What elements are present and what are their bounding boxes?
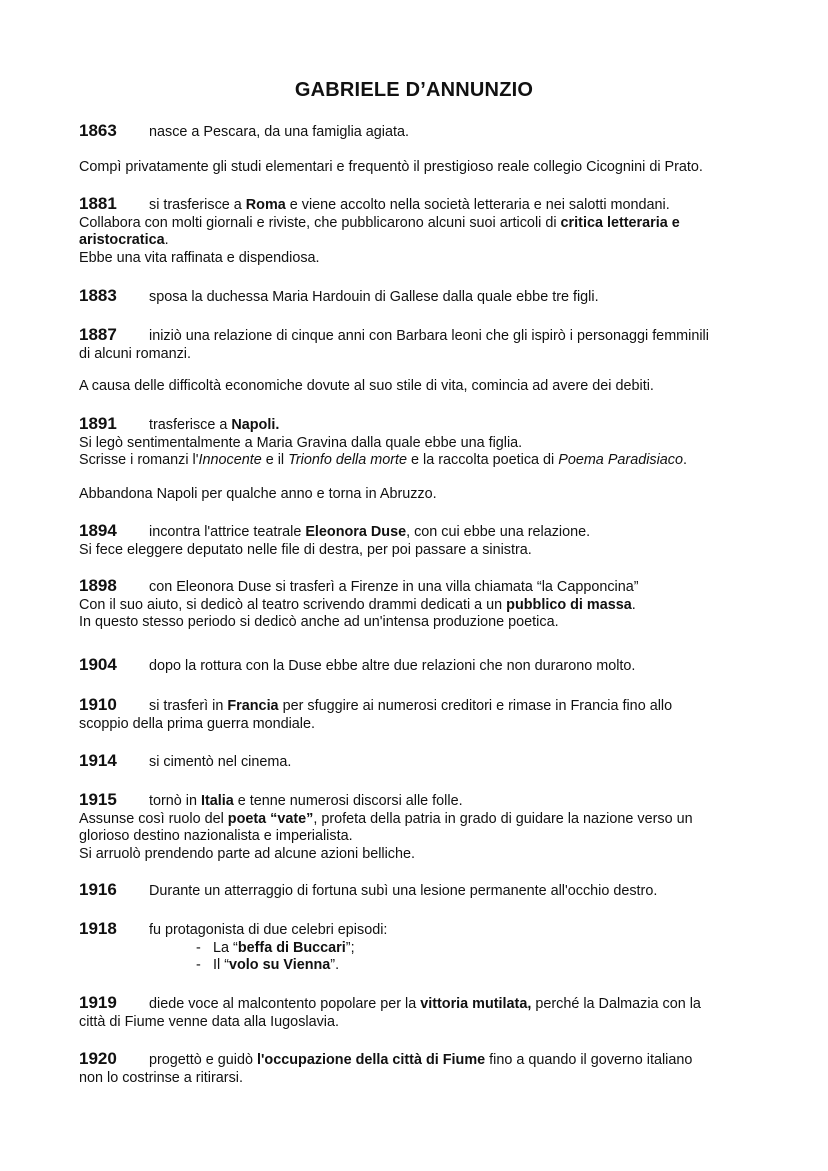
- year-label: 1918: [79, 919, 117, 938]
- year-label: 1904: [79, 655, 117, 674]
- year-label: 1914: [79, 751, 117, 770]
- entry-1887: 1887 iniziò una relazione di cinque anni con Barbara leoni che gli ispirò i personaggi femminili di alcuni romanzi.: [79, 325, 709, 362]
- year-label: 1915: [79, 790, 117, 809]
- year-label: 1887: [79, 325, 117, 344]
- entry-1915: 1915 tornò in Italia e tenne numerosi discorsi alle folle. Assunse così ruolo del poeta “vate”, profeta della patria in grado di guidare la nazione verso un glorioso destino nazionalista e imperialista. Si arruolò prendendo parte ad alcune azioni belliche.: [79, 790, 693, 862]
- entry-text: dopo la rottura con la Duse ebbe altre due relazioni che non durarono molto.: [149, 658, 636, 674]
- paragraph-text: Abbandona Napoli per qualche anno e torna in Abruzzo.: [79, 486, 437, 502]
- entry-text: sposa la duchessa Maria Hardouin di Gallese dalla quale ebbe tre figli.: [149, 289, 599, 305]
- entry-1881: 1881 si trasferisce a Roma e viene accolto nella società letteraria e nei salotti mondani. Collabora con molti giornali e riviste, che pubblicarono alcuni suoi articoli di critica letteraria e aristocratica. Ebbe una vita raffinata e dispendiosa.: [79, 194, 680, 266]
- entry-1919: 1919 diede voce al malcontento popolare per la vittoria mutilata, perché la Dalmazia con la città di Fiume venne data alla Iugoslavia.: [79, 993, 701, 1030]
- entry-1904: [79, 656, 759, 676]
- entry-1914: [79, 752, 759, 772]
- entry-text: si cimentò nel cinema.: [149, 754, 292, 770]
- year-label: 1894: [79, 521, 117, 540]
- year-label: 1920: [79, 1049, 117, 1068]
- entry-text: Durante un atterraggio di fortuna subì una lesione permanente all'occhio destro.: [149, 883, 658, 899]
- paragraph-debiti: [79, 378, 759, 396]
- entry-1920: 1920 progettò e guidò l'occupazione della città di Fiume fino a quando il governo italiano non lo costrinse a ritirarsi.: [79, 1049, 693, 1086]
- year-label: 1881: [79, 194, 117, 213]
- entry-text: nasce a Pescara, da una famiglia agiata.: [149, 124, 409, 140]
- list-item: - Il “volo su Vienna”.: [196, 957, 340, 973]
- entry-1916: [79, 881, 759, 901]
- entry-1883: [79, 287, 759, 307]
- paragraph-studi: [79, 159, 759, 177]
- entry-1863: [79, 122, 759, 142]
- year-label: 1919: [79, 993, 117, 1012]
- year-label: 1898: [79, 576, 117, 595]
- entry-1891: 1891 trasferisce a Napoli. Si legò sentimentalmente a Maria Gravina dalla quale ebbe una figlia. Scrisse i romanzi l'Innocente e il Trionfo della morte e la raccolta poetica di Poema Paradisiaco.: [79, 414, 688, 468]
- year-label: 1916: [79, 880, 117, 899]
- year-label: 1910: [79, 695, 117, 714]
- entry-1898: 1898 con Eleonora Duse si trasferì a Firenze in una villa chiamata “la Capponcina” Con il suo aiuto, si dedicò al teatro scrivendo drammi dedicati a un pubblico di massa. In questo stesso periodo si dedicò anche ad un'intensa produzione poetica.: [79, 576, 639, 630]
- list-item: - La “beffa di Buccari”;: [196, 939, 355, 956]
- year-label: 1891: [79, 414, 117, 433]
- year-label: 1863: [79, 121, 117, 140]
- entry-1910: 1910 si trasferì in Francia per sfuggire ai numerosi creditori e rimase in Francia fino allo scoppio della prima guerra mondiale.: [79, 695, 673, 732]
- paragraph-abruzzo: [79, 486, 759, 504]
- document-title: GABRIELE D’ANNUNZIO: [294, 79, 534, 101]
- year-label: 1883: [79, 286, 117, 305]
- paragraph-text: A causa delle difficoltà economiche dovute al suo stile di vita, comincia ad avere dei debiti.: [79, 378, 654, 394]
- paragraph-text: Compì privatamente gli studi elementari e frequentò il prestigioso reale collegio Cicognini di Prato.: [79, 159, 703, 175]
- entry-1918: 1918 fu protagonista di due celebri episodi: - La “beffa di Buccari”; - Il “volo su Vienna”.: [79, 920, 759, 975]
- entry-1894: 1894 incontra l'attrice teatrale Eleonora Duse, con cui ebbe una relazione. Si fece eleggere deputato nelle file di destra, per poi passare a sinistra.: [79, 521, 591, 558]
